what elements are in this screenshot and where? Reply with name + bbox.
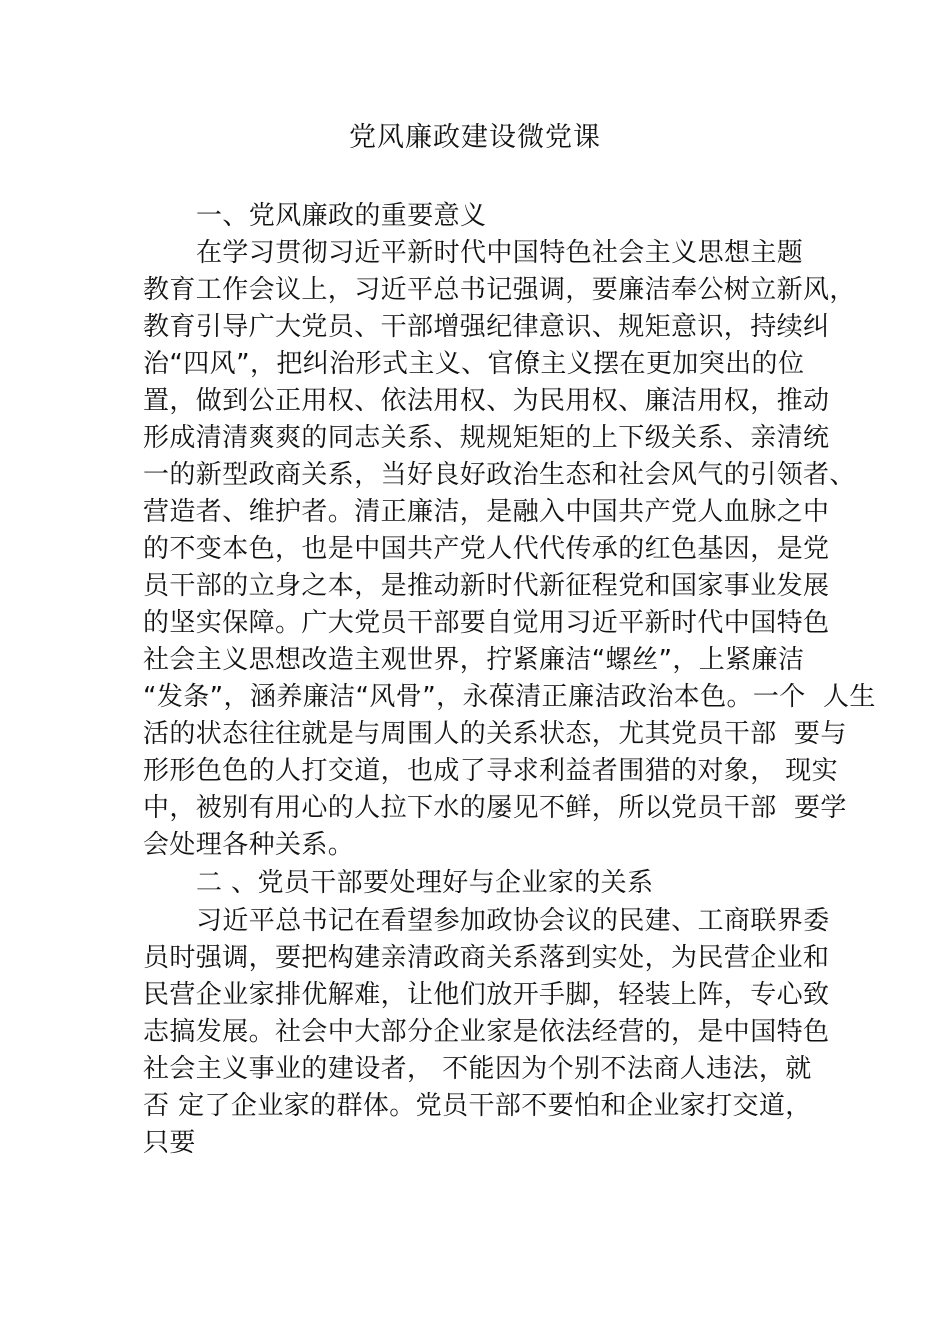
paragraph-line: 否 定了企业家的群体。党员干部不要怕和企业家打交道， [143,1091,812,1121]
paragraph-line: 的不变本色，也是中国共产党人代代传承的红色基因，是党 [143,534,830,564]
paragraph-line: 活的状态往往就是与周围人的关系状态，尤其党员干部 要与 [143,719,847,749]
paragraph-line: 教育引导广大党员、干部增强纪律意识、规矩意识，持续纠 [143,312,830,342]
paragraph-line: 教育工作会议上，习近平总书记强调，要廉洁奉公树立新风， [143,275,856,305]
section-1-heading: 一、党风廉政的重要意义 [196,201,487,231]
paragraph-line: 只要 [143,1128,196,1158]
paragraph-line: 民营企业家排优解难，让他们放开手脚，轻装上阵，专心致 [143,980,830,1010]
section-2-heading: 二 、党员干部要处理好与企业家的关系 [196,868,654,898]
paragraph-line: 员时强调，要把构建亲清政商关系落到实处，为民营企业和 [143,943,830,973]
paragraph-line: 社会主义事业的建设者， 不能因为个别不法商人违法，就 [143,1054,812,1084]
paragraph-line: 志搞发展。社会中大部分企业家是依法经营的，是中国特色 [143,1017,830,1047]
paragraph-line: 习近平总书记在看望参加政协会议的民建、工商联界委 [196,906,830,936]
document-title: 党风廉政建设微党课 [349,122,601,153]
paragraph-line: 的坚实保障。广大党员干部要自觉用习近平新时代中国特色 [143,608,830,638]
paragraph-line: 治“四风”，把纠治形式主义、官僚主义摆在更加突出的位 [143,349,805,379]
paragraph-line: 形成清清爽爽的同志关系、规规矩矩的上下级关系、亲清统 [143,423,830,453]
paragraph-line: “发条”，涵养廉洁“风骨”，永葆清正廉洁政治本色。一个 人生 [143,682,876,712]
paragraph-line: 在学习贯彻习近平新时代中国特色社会主义思想主题 [196,238,804,268]
paragraph-line: 营造者、维护者。清正廉洁，是融入中国共产党人血脉之中 [143,497,830,527]
paragraph-line: 一的新型政商关系，当好良好政治生态和社会风气的引领者、 [143,460,856,490]
paragraph-line: 置，做到公正用权、依法用权、为民用权、廉洁用权，推动 [143,386,830,416]
paragraph-line: 员干部的立身之本，是推动新时代新征程党和国家事业发展 [143,571,830,601]
paragraph-line: 会处理各种关系。 [143,830,355,860]
paragraph-line: 形形色色的人打交道，也成了寻求利益者围猎的对象， 现实 [143,756,839,786]
paragraph-line: 中，被别有用心的人拉下水的屡见不鲜，所以党员干部 要学 [143,793,847,823]
paragraph-line: 社会主义思想改造主观世界，拧紧廉洁“螺丝”，上紧廉洁 [143,645,805,675]
